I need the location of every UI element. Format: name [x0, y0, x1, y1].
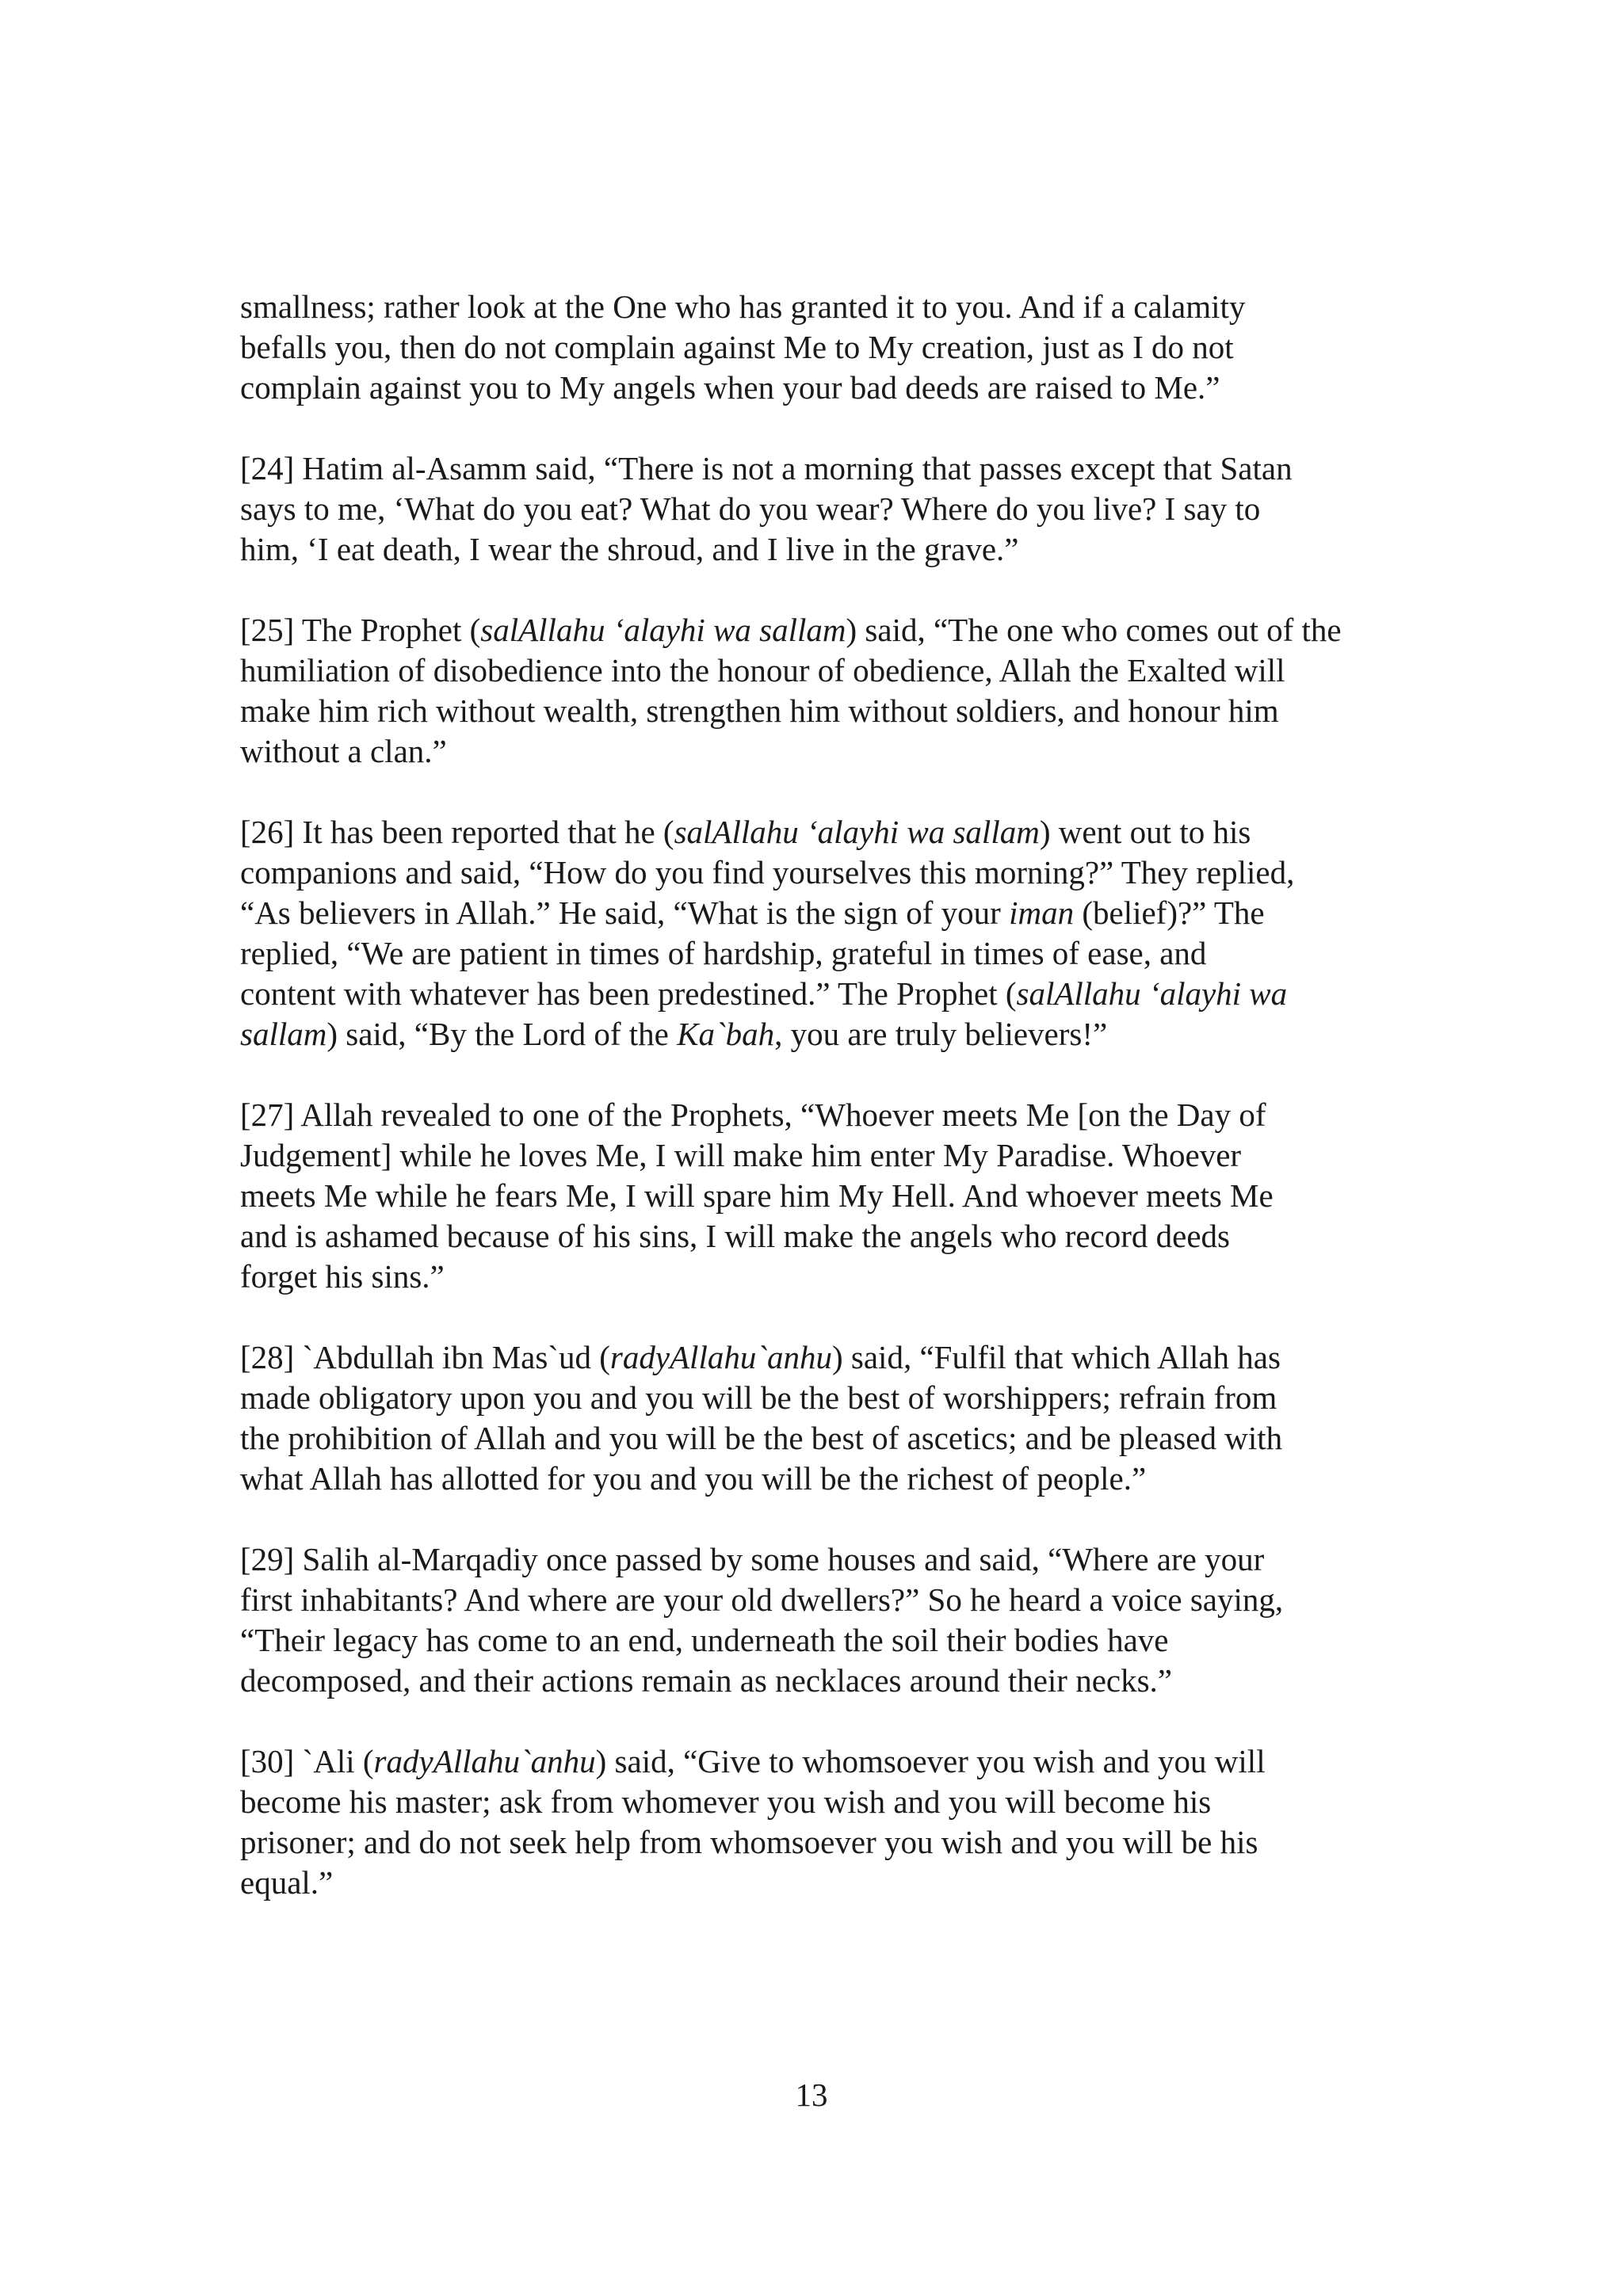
italic-term: salAllahu ‘alayhi wa sallam [674, 814, 1040, 850]
page-number: 13 [795, 2077, 828, 2113]
text-run: , you are truly believers!” [774, 1016, 1108, 1052]
text-run: [25] The Prophet ( [240, 612, 481, 648]
italic-term: radyAllahu`anhu [609, 1339, 832, 1375]
italic-term: salAllahu ‘alayhi wa sallam [240, 975, 1288, 1052]
text-run: [27] Allah revealed to one of the Prophets, “Whoever meets Me [on the Day of Judgement] while he loves Me, I will make him enter My Paradise. Whoever meets Me while he fears Me, I will spare him My Hell. And whoever meets Me and is ashamed because of his sins, I will make the angels who record deeds forget his sins.” [240, 1097, 1274, 1295]
text-run: (belief)?” The replied, “We are patient in times of hardship, grateful in times of ease, and content with whatever has been predestined.” The Prophet ( [240, 894, 1265, 1012]
text-run: [26] It has been reported that he ( [240, 814, 674, 850]
text-run: [30] `Ali ( [240, 1743, 374, 1779]
italic-term: radyAllahu`anhu [373, 1743, 596, 1779]
paragraph [240, 812, 1389, 1055]
text-run: ) said, “Give to whomsoever you wish and you will become his master; ask from whomever you wish and you will become his prisoner; and do not seek help from whomsoever you wish and you will be his equal.” [240, 1743, 1266, 1901]
text-run: ) said, “Fulfil that which Allah has made obligatory upon you and you will be the best of worshippers; refrain from the prohibition of Allah and you will be the best of ascetics; and be pleased with what Allah has allotted for you and you will be the richest of people.” [240, 1339, 1283, 1497]
text-run: ) went out to his companions and said, “How do you find yourselves this morning?” They replied, “As believers in Allah.” He said, “What is the sign of your [240, 814, 1295, 931]
text-run: ) said, “By the Lord of the [327, 1016, 678, 1052]
text-run: ) said, “The one who comes out of the humiliation of disobedience into the honour of obedience, Allah the Exalted will make him rich without wealth, strengthen him without soldiers, and honour him without a clan.” [240, 612, 1342, 769]
paragraph [240, 1337, 1389, 1499]
italic-term: salAllahu ‘alayhi wa sallam [480, 612, 846, 648]
paragraph [240, 287, 1389, 408]
text-run: smallness; rather look at the One who has granted it to you. And if a calamity befalls you, then do not complain against Me to My creation, just as I do not complain against you to My angels when your bad deeds are raised to Me.” [240, 288, 1246, 406]
text-run: [24] Hatim al-Asamm said, “There is not a morning that passes except that Satan says to me, ‘What do you eat? What do you wear? Where do you live? I say to him, ‘I eat death, I wear the shroud, and I live in the grave.” [240, 450, 1293, 567]
italic-term: iman [1009, 894, 1075, 931]
paragraph [240, 448, 1389, 570]
paragraph [240, 610, 1389, 772]
paragraph [240, 1539, 1389, 1701]
body-text [240, 287, 1389, 1943]
paragraph [240, 1095, 1389, 1297]
italic-term: Ka`bah [677, 1016, 775, 1052]
text-run: [28] `Abdullah ibn Mas`ud ( [240, 1339, 610, 1375]
paragraph [240, 1741, 1389, 1903]
text-run: [29] Salih al-Marqadiy once passed by some houses and said, “Where are your first inhabitants? And where are your old dwellers?” So he heard a voice saying, “Their legacy has come to an end, underneath the soil their bodies have decomposed, and their actions remain as necklaces around their necks.” [240, 1541, 1284, 1699]
